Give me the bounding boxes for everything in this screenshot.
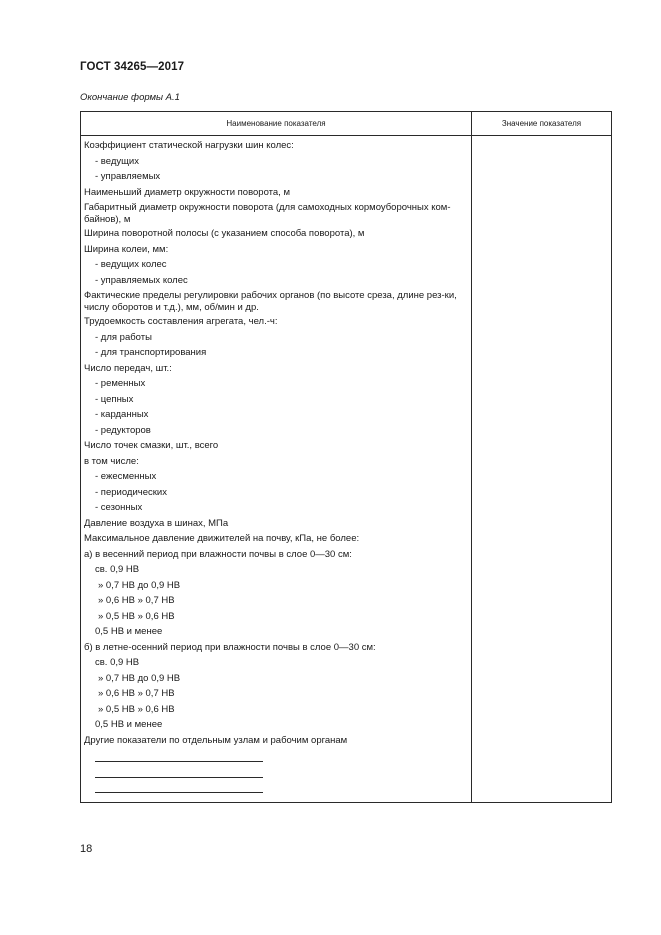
table-row: Наименьший диаметр окружности поворота, м (84, 186, 290, 198)
column-header-value: Значение показателя (501, 119, 582, 128)
blank-entry-line (81, 781, 471, 797)
table-row: св. 0,9 НВ (95, 564, 140, 575)
table-row: Другие показатели по отдельным узлам и рабочим органам (84, 734, 348, 746)
table-row: - цепных (95, 393, 134, 405)
table-row: Фактические пределы регулировки рабочих органов (по высоте среза, длине рез-ки, числу оборотов и т.д.), мм, об/мин и др. (84, 290, 457, 313)
table-row: Давление воздуха в шинах, МПа (84, 517, 229, 529)
table-row: 0,5 НВ и менее (95, 626, 163, 637)
table-row: - ведущих (95, 155, 139, 167)
table-row: Ширина колеи, мм: (84, 243, 169, 255)
table-row: - ременных (95, 378, 146, 389)
standard-number: ГОСТ 34265—2017 (80, 61, 185, 73)
table-row: - ежесменных (95, 471, 157, 482)
table-row: в том числе: (84, 455, 139, 467)
table-row: Максимальное давление движителей на почву, кПа, не более: (84, 533, 360, 544)
column-header-name: Наименование показателя (226, 119, 326, 128)
table-row: Число точек смазки, шт., всего (84, 440, 219, 451)
table-row: » 0,6 НВ » 0,7 НВ (98, 688, 175, 699)
table-row: Число передач, шт.: (84, 362, 172, 374)
page-number: 18 (80, 843, 93, 855)
table-row: б) в летне-осенний период при влажности почвы в слое 0—30 см: (84, 641, 376, 653)
table-row: Ширина поворотной полосы (с указанием способа поворота), м (84, 228, 365, 239)
table-row: - карданных (95, 409, 149, 420)
table-row: - периодических (95, 486, 167, 498)
table-row: » 0,7 НВ до 0,9 НВ (98, 672, 181, 684)
table-row: » 0,5 НВ » 0,6 НВ (98, 703, 175, 715)
form-caption: Окончание формы А.1 (80, 92, 180, 103)
table-row: Габаритный диаметр окружности поворота (для самоходных кормоуборочных ком-байнов), м (84, 202, 451, 225)
table-row: а) в весенний период при влажности почвы в слое 0—30 см: (84, 548, 352, 560)
table-row: - редукторов (95, 424, 151, 436)
blank-entry-line (81, 766, 471, 782)
table-row: - управляемых колес (95, 274, 188, 286)
table-rows (81, 140, 471, 797)
table-row: - сезонных (95, 502, 143, 513)
table-row: » 0,5 НВ » 0,6 НВ (98, 610, 175, 622)
table-row: св. 0,9 НВ (95, 657, 140, 668)
table-row: 0,5 НВ и менее (95, 719, 163, 730)
table-row: Коэффициент статической нагрузки шин колес: (84, 140, 294, 151)
indicator-table (80, 111, 612, 803)
table-row: Трудоемкость составления агрегата, чел.-ч: (84, 316, 278, 327)
table-header (81, 112, 611, 136)
table-row: » 0,6 НВ » 0,7 НВ (98, 595, 175, 606)
column-divider (471, 112, 472, 802)
table-row: - управляемых (95, 171, 161, 182)
table-row: - ведущих колес (95, 259, 167, 270)
table-row: - для транспортирования (95, 347, 207, 358)
table-row: » 0,7 НВ до 0,9 НВ (98, 579, 181, 591)
blank-entry-line (81, 750, 471, 766)
table-row: - для работы (95, 331, 152, 343)
